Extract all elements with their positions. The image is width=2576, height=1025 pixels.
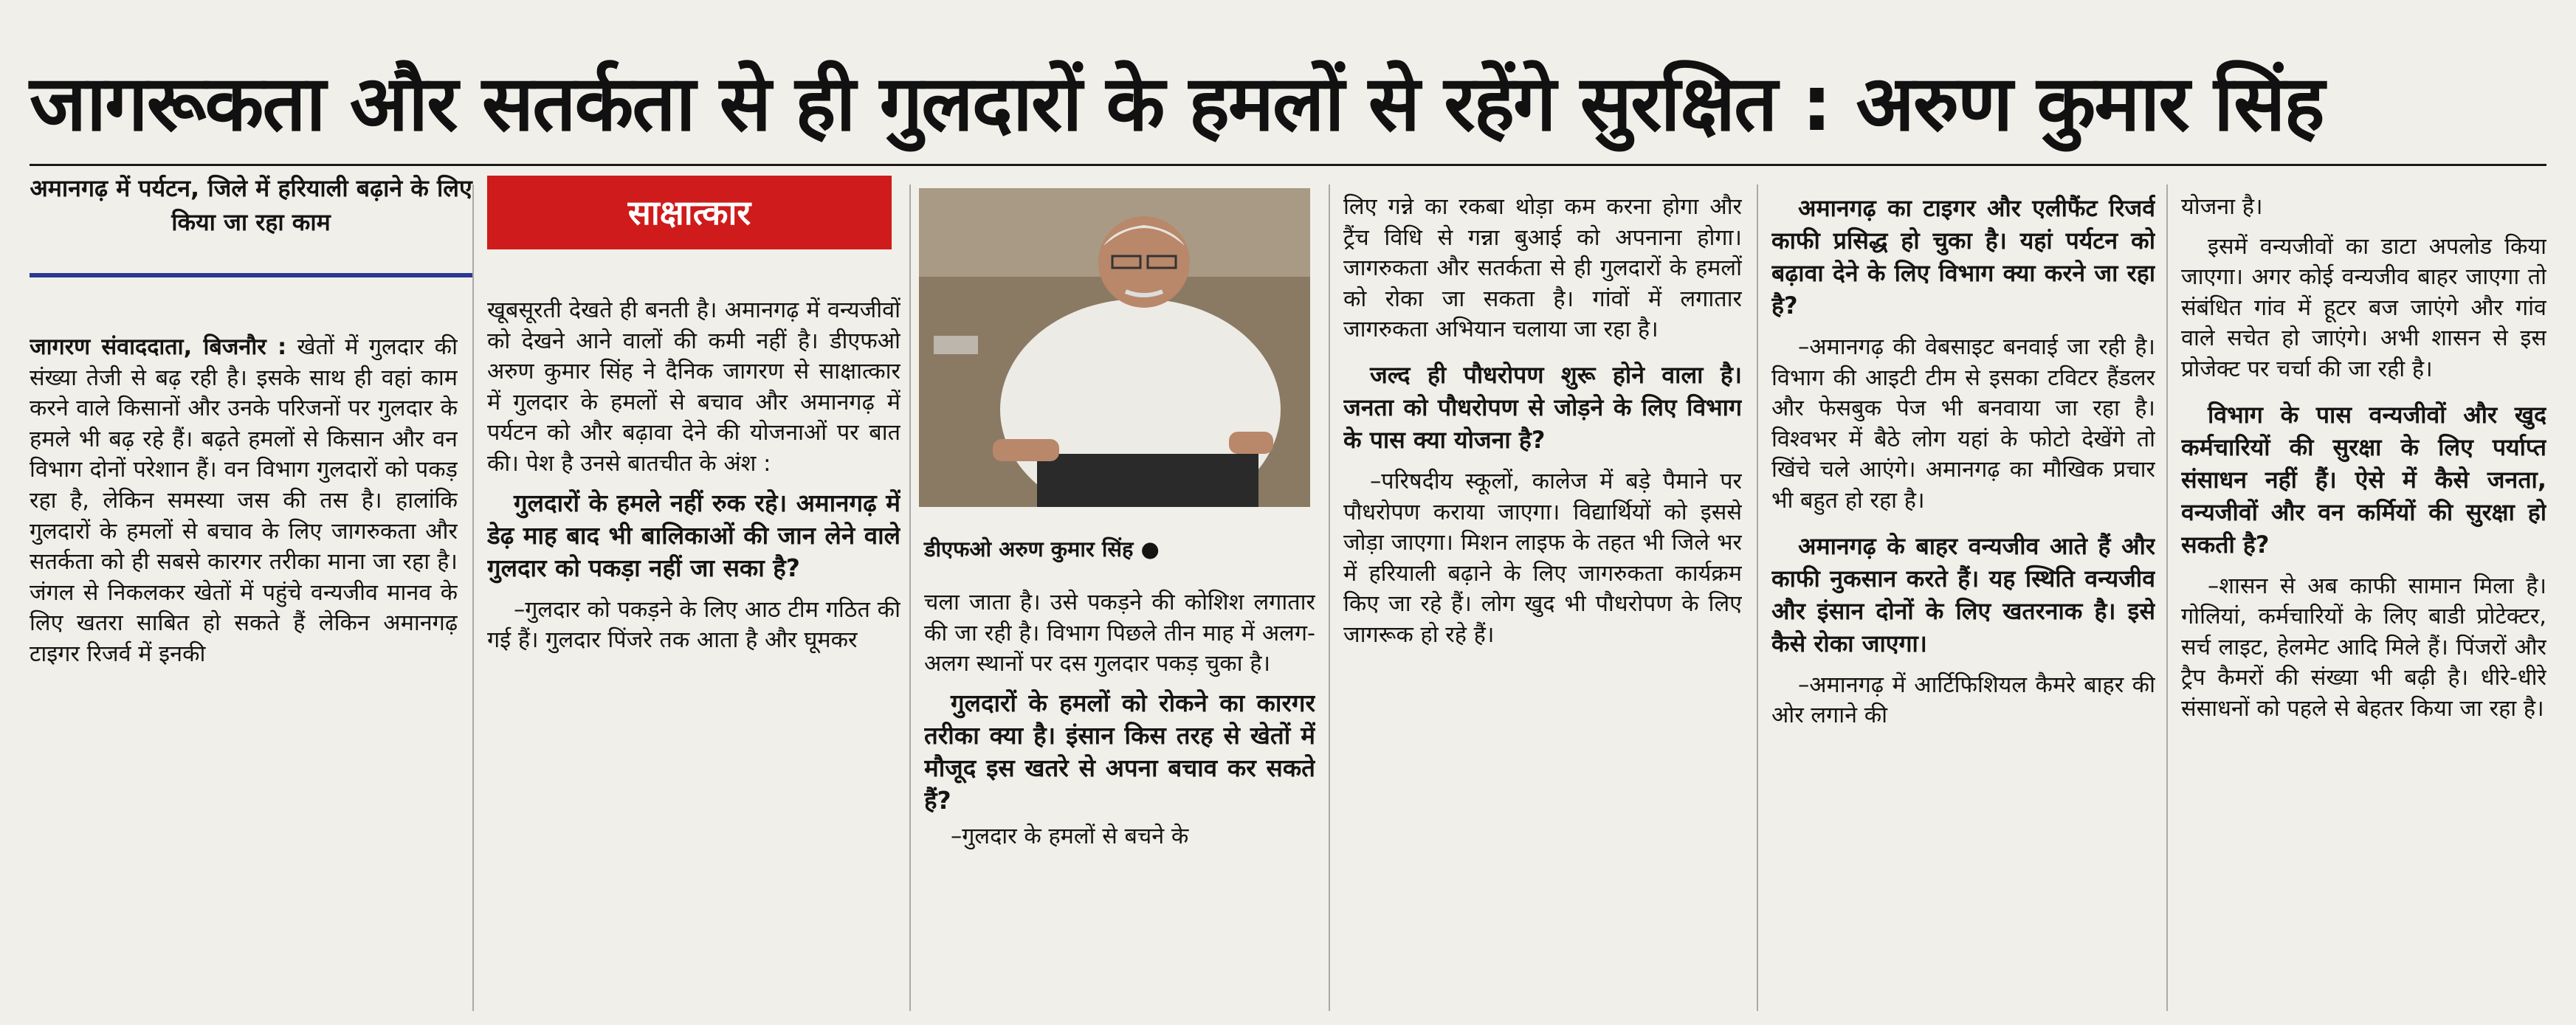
col2-intro: खूबसूरती देखते ही बनती है। अमानगढ़ में वन्यजीवों को देखने आने वालों की कमी नहीं है। डीएफओ अरुण कुमार सिंह ने दैनिक जागरण से साक्षात्कार में गुलदार के हमलों से बचाव और अमानगढ़ में पर्यटन को और बढ़ावा देने की योजनाओं पर बात की। पेश है उनसे बातचीत के अंश :: [487, 297, 900, 477]
question-1: गुलदारों के हमले नहीं रुक रहे। अमानगढ़ में डेढ़ माह बाद भी बालिकाओं की जान लेने वाले गुलदार को पकड़ा नहीं जा सका है?: [487, 488, 900, 582]
column-4: [1343, 192, 1742, 1018]
column-2: [487, 295, 900, 1018]
question-3: जल्द ही पौधरोपण शुरू होने वाला है। जनता को पौधरोपण से जोड़ने के लिए विभाग के पास क्या योजना है?: [1343, 360, 1742, 454]
kicker-rule: [30, 273, 472, 277]
question-5: अमानगढ़ के बाहर वन्यजीव आते हैं और काफी नुकसान करते हैं। यह स्थिति वन्यजीव और इंसान दोनों के लिए खतरनाक है। इसे कैसे रोका जाएगा।: [1771, 531, 2155, 658]
portrait-image: [919, 188, 1310, 507]
column-divider: [472, 184, 474, 1011]
headline: जागरूकता और सतर्कता से ही गुलदारों के हमलों से रहेंगे सुरक्षित : अरुण कुमार सिंह: [30, 58, 2324, 148]
headline-rule: [30, 164, 2546, 166]
dateline: जागरण संवाददाता, बिजनौर :: [30, 334, 287, 360]
answer-5-cont: योजना है।: [2181, 194, 2263, 220]
answer-2: –गुलदार के हमलों से बचने के: [951, 823, 1189, 849]
answer-4: –अमानगढ़ की वेबसाइट बनवाई जा रही है। विभाग की आइटी टीम से इसका टविटर हैंडलर और फेसबुक पेज भी बनवाया जा रहा है। विश्वभर में बैठे लोग यहां के फोटो देखेंगे तो खिंचे चले आएंगे। अमानगढ़ का मौखिक प्रचार भी बहुत हो रहा है।: [1771, 334, 2155, 514]
column-divider: [2166, 184, 2168, 1011]
answer-5b: इसमें वन्यजीवों का डाटा अपलोड किया जाएगा। अगर कोई वन्यजीव बाहर जाएगा तो संबंधित गांव में हूटर बज जाएंगे और गांव वाले सचेत हो जाएंगे। अभी शासन से इस प्रोजेक्ट पर चर्चा की जा रही है।: [2181, 233, 2546, 382]
column-divider: [1757, 184, 1758, 1011]
question-2: गुलदारों के हमलों को रोकने का कारगर तरीका क्या है। इंसान किस तरह से खेतों में मौजूद इस खतरे से अपना बचाव कर सकते हैं?: [924, 688, 1315, 815]
column-6: [2181, 192, 2546, 1018]
portrait-photo: [919, 188, 1310, 507]
answer-1: –गुलदार को पकड़ने के लिए आठ टीम गठित की गई हैं। गुलदार पिंजरे तक आता है और घूमकर: [487, 596, 900, 654]
col1-para: [30, 332, 458, 670]
answer-3: –परिषदीय स्कूलों, कालेज में बड़े पैमाने पर पौधरोपण कराया जाएगा। विद्यार्थियों को इससे जोड़ा जाएगा। मिशन लाइफ के तहत भी जिले भर में हरियाली बढ़ाने के लिए जागरुकता कार्यक्रम किए जा रहे हैं। लोग खुद भी पौधरोपण के लिए जागरूक हो रहे हैं।: [1343, 468, 1742, 648]
col1-text: खेतों में गुलदार की संख्या तेजी से बढ़ रही है। इसके साथ ही वहां काम करने वाले किसानों और उनके परिजनों पर गुलदार के हमले भी बढ़ रहे हैं। बढ़ते हमलों से किसान और वन विभाग दोनों परेशान हैं। वन विभाग गुलदारों को पकड़ रहा है, लेकिन समस्या जस की तस है। हालांकि गुलदारों के हमलों से बचाव के लिए जागरुकता और सतर्कता को ही सबसे कारगर तरीका माना जा रहा है। जंगल से निकलकर खेतों में पहुंचे वन्यजीव मानव के लिए खतरा साबित हो सकते हैं लेकिन अमानगढ़ टाइगर रिजर्व में इनकी: [30, 334, 458, 667]
answer-1-cont: चला जाता है। उसे पकड़ने की कोशिश लगातार की जा रही है। विभाग पिछले तीन माह में अलग-अलग स्थानों पर दस गुलदार पकड़ चुका है।: [924, 590, 1315, 677]
answer-5: –अमानगढ़ में आर्टिफिशियल कैमरे बाहर की ओर लगाने की: [1771, 672, 2155, 729]
answer-2-cont: लिए गन्ने का रकबा थोड़ा कम करना होगा और ट्रैंच विधि से गन्ना बुआई को अपनाना होगा। जागरुकता और सतर्कता से ही गुलदारों के हमलों को रोका जा सकता है। गांवों में लगातार जागरुकता अभियान चलाया जा रहा है।: [1343, 194, 1742, 343]
column-3: [924, 587, 1315, 1018]
answer-6: –शासन से अब काफी सामान मिला है। गोलियां, कर्मचारियों के लिए बाडी प्रोटेक्टर, सर्च लाइट, हेलमेट आदि मिले हैं। पिंजरों और ट्रैप कैमरों की संख्या भी बढ़ी है। धीरे-धीरे संसाधनों को पहले से बेहतर किया जा रहा है।: [2181, 573, 2546, 722]
column-divider: [1329, 184, 1330, 1011]
column-1: [30, 332, 458, 1018]
photo-caption: डीएफओ अरुण कुमार सिंह ●: [924, 536, 1160, 562]
question-6: विभाग के पास वन्यजीवों और खुद कर्मचारियों की सुरक्षा के लिए पर्याप्त संसाधन नहीं हैं। ऐसे में कैसे जनता, वन्यजीवों और वन कर्मियों की सुरक्षा हो सकती है?: [2181, 400, 2546, 559]
section-tag: साक्षात्कार: [487, 176, 892, 249]
column-5: [1771, 192, 2155, 1018]
kicker: अमानगढ़ में पर्यटन, जिले में हरियाली बढ़ाने के लिए किया जा रहा काम: [30, 174, 472, 236]
column-divider: [909, 184, 911, 1011]
question-4: अमानगढ़ का टाइगर और एलीफैंट रिजर्व काफी प्रसिद्ध हो चुका है। यहां पर्यटन को बढ़ावा देने के लिए विभाग क्या करने जा रहा है?: [1771, 194, 2155, 320]
